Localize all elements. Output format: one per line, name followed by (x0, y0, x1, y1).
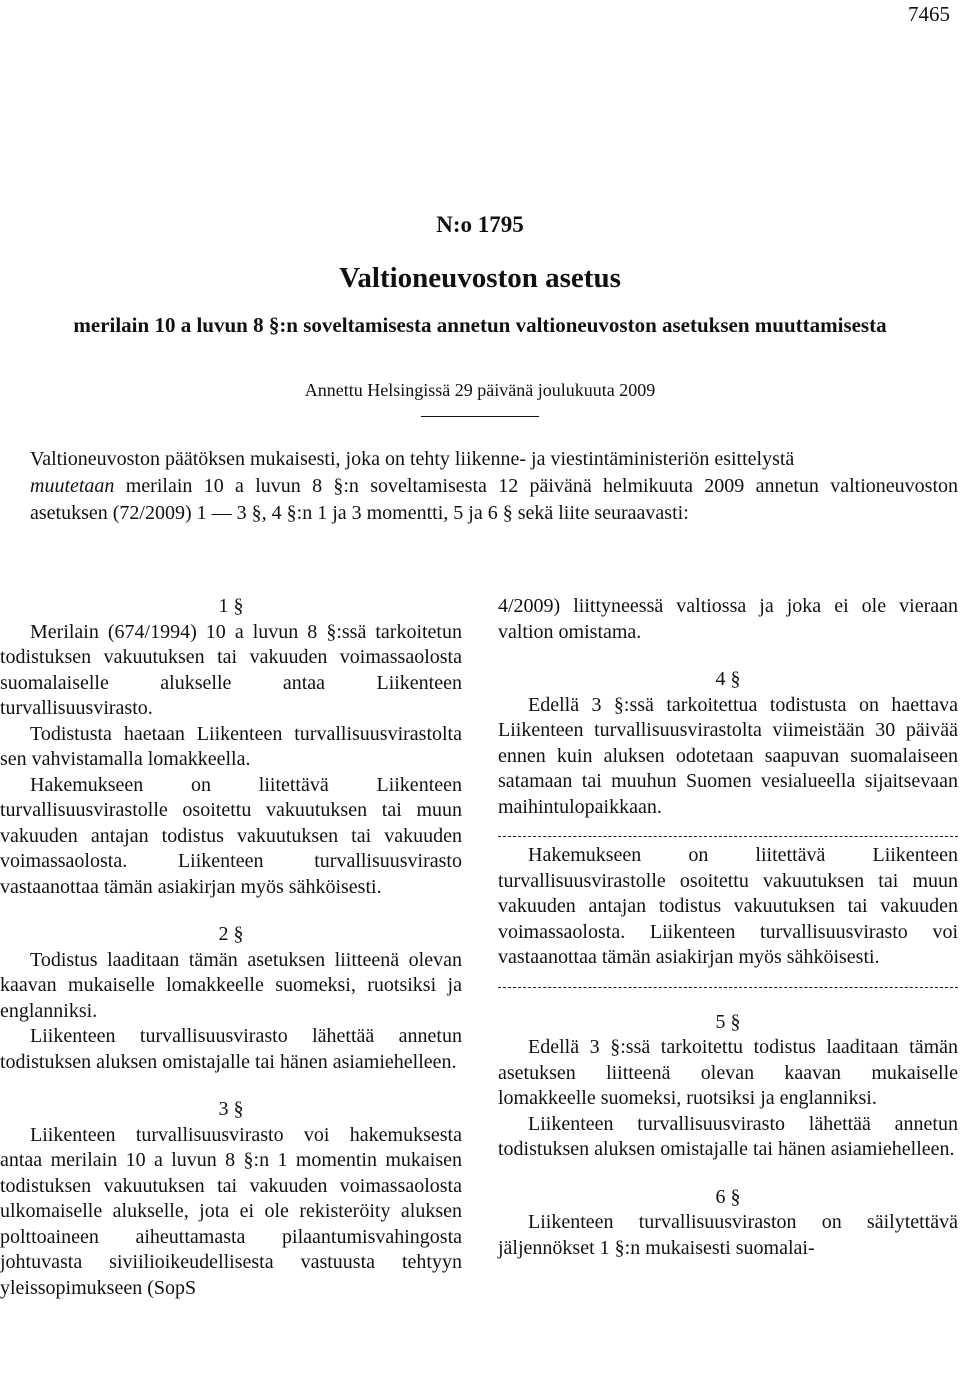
section-1-paragraph-1: Merilain (674/1994) 10 a luvun 8 §:ssä tarkoitetun todistuksen vakuutuksen tai vakuuden voimassaolosta suomalaiselle alukselle antaa Liikenteen turvallisuusvirasto. (0, 620, 462, 719)
section-6-heading: 6 § (715, 1185, 741, 1208)
omitted-text-dashes (498, 836, 958, 847)
page-number: 7465 (908, 2, 950, 26)
title-divider (421, 416, 539, 417)
section-3-continuation: 4/2009) liittyneessä valtiossa ja joka ei ole vieraan valtion omistama. (498, 595, 958, 643)
section-3-paragraph-1: Liikenteen turvallisuusvirasto voi hakemuksesta antaa merilain 10 a luvun 8 §:n 1 momentin mukaisen todistuksen vakuutuksen tai vakuuden voimassaolosta ulkomaiselle alukselle, jota ei ole rekisteröity aluksen polttoaineen aiheuttamasta pilaantumisvahingosta johtuvasta siviilioikeudellisesta vastuusta tehtyyn yleissopimukseen (SopS (0, 1123, 462, 1299)
section-1-paragraph-2: Todistusta haetaan Liikenteen turvallisuusvirastolta sen vahvistamalla lomakkeella. (0, 722, 462, 770)
section-2-paragraph-1: Todistus laaditaan tämän asetuksen liitteenä olevan kaavan mukaiselle lomakkeelle suomeksi, ruotsiksi ja englanniksi. (0, 948, 462, 1022)
section-5-heading: 5 § (715, 1010, 741, 1033)
preamble-decision: Valtioneuvoston päätöksen mukaisesti, joka on tehty liikenne- ja viestintäministeriön esittelystä (30, 448, 795, 470)
subtitle-text: merilain 10 a luvun 8 §:n soveltamisesta annetun valtioneuvoston asetuksen muuttamisesta (73, 313, 887, 337)
section-4-paragraph-1: Edellä 3 §:ssä tarkoitettua todistusta on haettava Liikenteen turvallisuusvirastolta viimeistään 30 päivää ennen kuin aluksen odotetaan saapuvan suomalaiseen satamaan tai muuhun Suomen vesialueella sijaitsevaan maihintulopaikkaan. (498, 693, 958, 818)
enact-keyword: muutetaan (30, 475, 115, 497)
section-4-heading: 4 § (715, 668, 741, 690)
section-4-paragraph-3: Hakemukseen on liitettävä Liikenteen turvallisuusvirastolle osoitettu vakuutuksen tai muun vakuuden antajan todistus vakuutuksen tai vakuuden voimassaolosta. Liikenteen turvallisuusvirasto voi vastaanottaa tämän asiakirjan myös sähköisesti. (498, 844, 958, 968)
right-column (498, 594, 958, 1261)
section-2-paragraph-2: Liikenteen turvallisuusvirasto lähettää annetun todistuksen aluksen omistajalle tai hänen asiamiehelleen. (0, 1025, 462, 1073)
statute-number: N:o 1795 (436, 212, 524, 237)
left-column (0, 594, 462, 1301)
section-5-paragraph-1: Edellä 3 §:ssä tarkoitettu todistus laaditaan tämän asetuksen liitteenä olevan kaavan mukaiselle lomakkeelle suomeksi, ruotsiksi ja englanniksi. (498, 1036, 958, 1109)
section-6-paragraph-1: Liikenteen turvallisuusviraston on säilytettävä jäljennökset 1 §:n mukaisesti suomalai- (498, 1211, 958, 1259)
section-2-heading: 2 § (218, 923, 244, 945)
document-subtitle (0, 312, 960, 338)
given-date: Annettu Helsingissä 29 päivänä joulukuuta 2009 (304, 380, 656, 400)
enact-text: merilain 10 a luvun 8 §:n soveltamisesta 12 päivänä helmikuuta 2009 annetun valtioneuvoston asetuksen (72/2009) 1 — 3 §, 4 §:n 1 ja 3 momentti, 5 ja 6 § sekä liite seuraavasti: (30, 475, 958, 524)
document-title: Valtioneuvoston asetus (339, 262, 621, 294)
preamble (30, 446, 958, 527)
preamble-enactment (30, 473, 958, 527)
section-3-heading: 3 § (218, 1098, 244, 1120)
section-5-paragraph-2: Liikenteen turvallisuusvirasto lähettää annetun todistuksen aluksen omistajalle tai hänen asiamiehelleen. (498, 1112, 958, 1160)
section-1-heading: 1 § (218, 595, 244, 617)
section-1-paragraph-3: Hakemukseen on liitettävä Liikenteen turvallisuusvirastolle osoitettu vakuutuksen tai muun vakuuden antajan todistus vakuutuksen tai vakuuden voimassaolosta. Liikenteen turvallisuusvirasto vastaanottaa tämän asiakirjan myös sähköisesti. (0, 773, 462, 898)
omitted-text-dashes-2 (498, 987, 958, 998)
